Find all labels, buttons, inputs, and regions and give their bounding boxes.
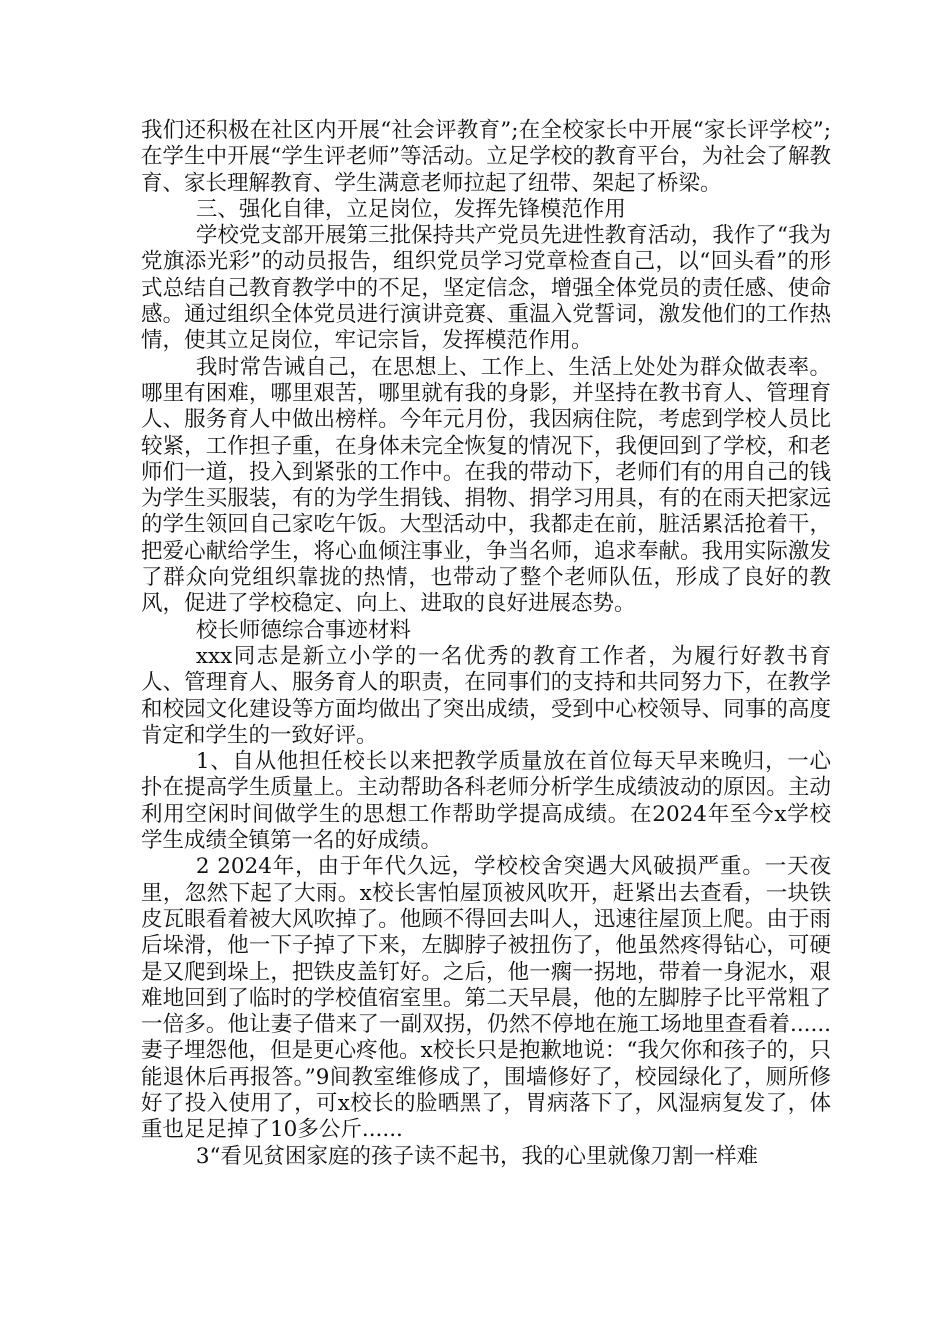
paragraph-introduction: xxx同志是新立小学的一名优秀的教育工作者，为履行好教书育人、管理育人、服务育人的职责，在同事们的支持和共同努力下，在教学和校园文化建设等方面均做出了突出成绩，受到中心校领导、同事的高度肯定和学生的一致好评。 [141, 643, 831, 748]
section-heading-self-discipline: 三、强化自律，立足岗位，发挥先锋模范作用 [195, 196, 626, 222]
document-page [141, 118, 831, 1170]
paragraph-item-3: 3“看见贫困家庭的孩子读不起书，我的心里就像刀割一样难 [195, 1143, 758, 1169]
paragraph-personal-example: 我时常告诫自己，在思想上、工作上、生活上处处为群众做表率。哪里有困难，哪里艰苦，哪里就有我的身影，并坚持在教书育人、管理育人、服务育人中做出榜样。今年元月份，我因病住院，考虑到学校人员比较紧，工作担子重，在身体未完全恢复的情况下，我便回到了学校，和老师们一道，投入到紧张的工作中。在我的带动下，老师们有的用自己的钱为学生买服装，有的为学生捐钱、捐物、捐学习用具，有的在雨天把家远的学生领回自己家吃午饭。大型活动中，我都走在前，脏活累活抢着干，把爱心献给学生，将心血倾注事业，争当名师，追求奉献。我用实际激发了群众向党组织靠拢的热情，也带动了整个老师队伍，形成了良好的教风，促进了学校稳定、向上、进取的良好进展态势。 [141, 354, 831, 617]
paragraph-party-education: 学校党支部开展第三批保持共产党员先进性教育活动，我作了“我为党旗添光彩”的动员报告，组织党员学习党章检查自己，以“回头看”的形式总结自己教育教学中的不足，坚定信念，增强全体党员的责任感、使命感。通过组织全体党员进行演讲竞赛、重温入党誓词，激发他们的工作热情，使其立足岗位，牢记宗旨，发挥模范作用。 [141, 223, 831, 354]
paragraph-community-evaluation: 我们还积极在社区内开展“社会评教育”;在全校家长中开展“家长评学校”;在学生中开展“学生评老师”等活动。立足学校的教育平台，为社会了解教育、家长理解教育、学生满意老师拉起了纽带、架起了桥梁。 [141, 118, 831, 196]
document-title-principal-ethics: 校长师德综合事迹材料 [195, 617, 411, 643]
paragraph-item-1: 1、自从他担任校长以来把教学质量放在首位每天早来晚归，一心扑在提高学生质量上。主动帮助各科老师分析学生成绩波动的原因。主动利用空闲时间做学生的思想工作帮助学提高成绩。在2024年至今x学校学生成绩全镇第一名的好成绩。 [141, 749, 831, 854]
paragraph-item-2: 2 2024年，由于年代久远，学校校舍突遇大风破损严重。一天夜里，忽然下起了大雨。x校长害怕屋顶被风吹开，赶紧出去查看，一块铁皮瓦眼看着被大风吹掉了。他顾不得回去叫人，迅速往屋顶上爬。由于雨后垛滑，他一下子掉了下来，左脚脖子被扭伤了，他虽然疼得钻心，可硬是又爬到垛上，把铁皮盖钉好。之后，他一瘸一拐地，带着一身泥水，艰难地回到了临时的学校值宿室里。第二天早晨，他的左脚脖子比平常粗了一倍多。他让妻子借来了一副双拐，仍然不停地在施工场地里查看着......妻子埋怨他，但是更心疼他。x校长只是抱歉地说：“我欠你和孩子的，只能退休后再报答。”9间教室维修成了，围墙修好了，校园绿化了，厕所修好了投入使用了，可x校长的脸晒黑了，胃病落下了，风湿病复发了，体重也足足掉了10多公斤...... [141, 854, 831, 1143]
